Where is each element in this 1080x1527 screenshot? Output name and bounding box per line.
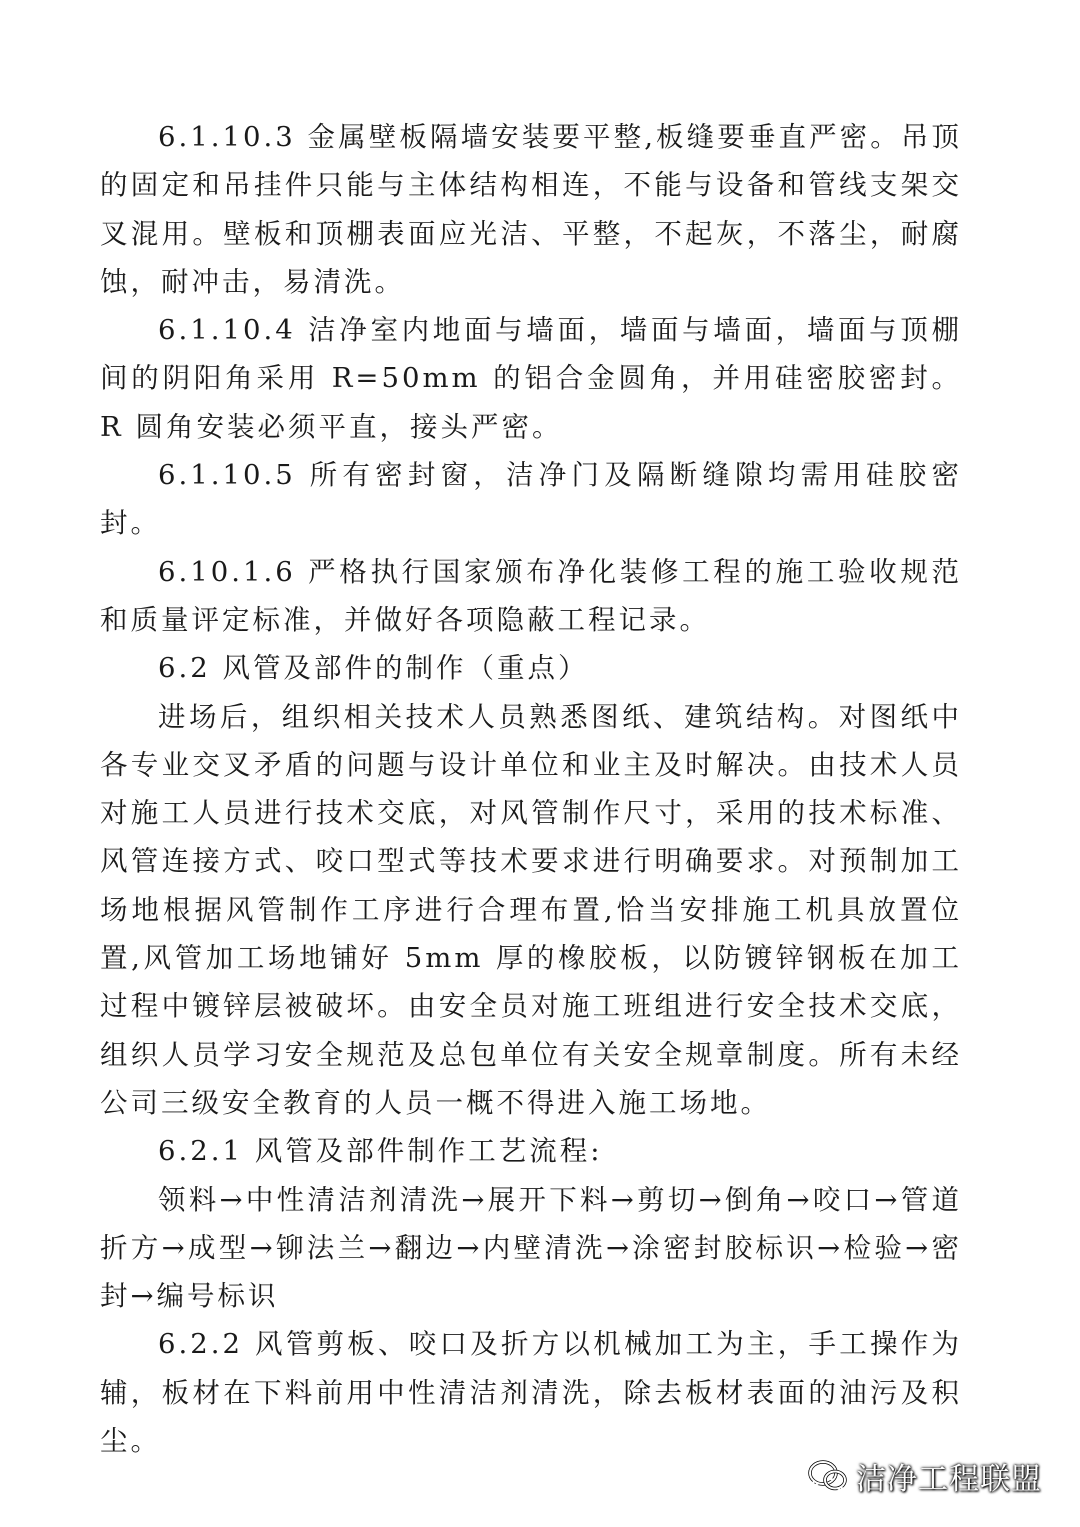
- paragraph-6-2-2: 6.2.2 风管剪板、咬口及折方以机械加工为主，手工操作为辅，板材在下料前用中性清洁剂清洗，除去板材表面的油污及积尘。: [100, 1328, 962, 1458]
- watermark-text: 洁净工程联盟: [856, 1462, 1042, 1497]
- wechat-icon: [808, 1459, 848, 1493]
- paragraph-site-preparation: 进场后，组织相关技术人员熟悉图纸、建筑结构。对图纸中各专业交叉矛盾的问题与设计单位和业主及时解决。由技术人员对施工人员进行技术交底，对风管制作尺寸，采用的技术标准、风管连接方式、咬口型式等技术要求进行明确要求。对预制加工场地根据风管制作工序进行合理布置,恰当安排施工机具放置位置,风管加工场地铺好 5mm 厚的橡胶板，以防镀锌钢板在加工过程中镀锌层被破坏。由安全员对施工班组进行安全技术交底，组织人员学习安全规范及总包单位有关安全规章制度。所有未经公司三级安全教育的人员一概不得进入施工场地。: [100, 700, 962, 1119]
- paragraph-6-1-10-3: 6.1.10.3 金属壁板隔墙安装要平整,板缝要垂直严密。吊顶的固定和吊挂件只能与主体结构相连，不能与设备和管线支架交叉混用。壁板和顶棚表面应光洁、平整，不起灰，不落尘，耐腐蚀，耐冲击，易清洗。: [100, 121, 962, 298]
- paragraph-6-10-1-6: 6.10.1.6 严格执行国家颁布净化装修工程的施工验收规范和质量评定标准，并做好各项隐蔽工程记录。: [100, 555, 962, 636]
- section-heading-6-2: 6.2 风管及部件的制作（重点）: [158, 652, 589, 685]
- paragraph-6-1-10-5: 6.1.10.5 所有密封窗，洁净门及隔断缝隙均需用硅胶密封。: [100, 459, 962, 540]
- document-body: [100, 113, 962, 1465]
- paragraph-6-1-10-4: 6.1.10.4 洁净室内地面与墙面，墙面与墙面，墙面与顶棚间的阴阳角采用 R=50mm 的铝合金圆角，并用硅密胶密封。R 圆角安装必须平直，接头严密。: [100, 314, 962, 443]
- watermark: [808, 1453, 1042, 1499]
- section-heading-6-2-1: 6.2.1 风管及部件制作工艺流程:: [158, 1135, 603, 1168]
- paragraph-process-flow: 领料→中性清洁剂清洗→展开下料→剪切→倒角→咬口→管道折方→成型→铆法兰→翻边→内壁清洗→涂密封胶标识→检验→密封→编号标识: [100, 1183, 962, 1313]
